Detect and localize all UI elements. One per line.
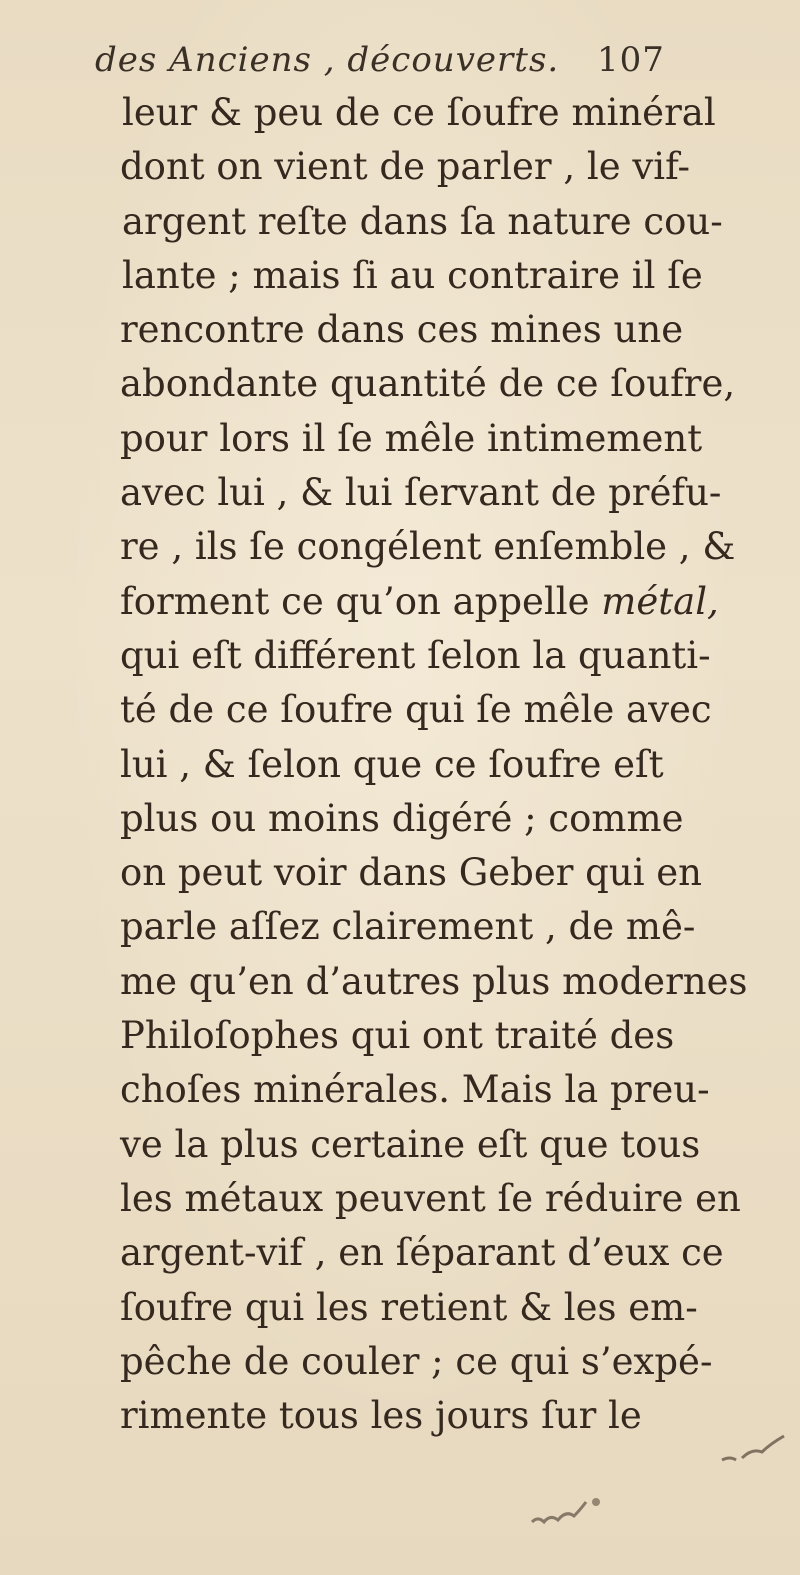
ink-smudge-mark (528, 1492, 608, 1532)
text-line: abondante quantité de ce ſoufre, (120, 362, 736, 406)
text-line: qui eſt différent ſelon la quanti- (120, 633, 711, 677)
italic-word: métal, (601, 579, 719, 623)
text-line: plus ou moins digéré ; comme (120, 796, 684, 840)
text-line: ve la plus certaine eſt que tous (120, 1122, 701, 1166)
text-line: forment ce qu’on appelle métal, (120, 579, 719, 623)
text-line: avec lui , & lui ſervant de préfu- (120, 471, 722, 515)
text-line: leur & peu de ce ſoufre minéral (122, 91, 716, 134)
text-line: choſes minérales. Mais la preu- (120, 1068, 710, 1112)
text-line: pour lors il ſe mêle intimement (120, 416, 703, 460)
text-line: rimente tous les jours ſur le (120, 1394, 642, 1438)
text-line: Philoſophes qui ont traité des (120, 1014, 675, 1058)
text-line: on peut voir dans Geber qui en (120, 851, 703, 895)
text-line: argent-vif , en ſéparant d’eux ce (120, 1231, 724, 1275)
text-line: me qu’en d’autres plus modernes (120, 959, 748, 1003)
page-number: 107 (597, 40, 665, 80)
body-text (0, 86, 800, 1443)
text-line: re , ils ſe congélent enſemble , & (120, 525, 736, 569)
text-line: ſoufre qui les retient & les em- (120, 1285, 698, 1329)
ink-smudge-mark (720, 1430, 790, 1470)
text-line: argent reſte dans ſa nature cou- (122, 199, 723, 243)
text-line: té de ce ſoufre qui ſe mêle avec (120, 688, 712, 732)
text-line: rencontre dans ces mines une (120, 308, 684, 352)
running-head-title: des Anciens , découverts. (95, 40, 560, 80)
text-line: les métaux peuvent ſe réduire en (120, 1176, 741, 1220)
text-line: lante ; mais ſi au contraire il ſe (122, 253, 703, 297)
text-line: lui , & ſelon que ce ſoufre eſt (120, 742, 664, 786)
running-head (95, 40, 715, 80)
text-line: dont on vient de parler , le vif- (120, 145, 690, 189)
text-line: parle aſſez clairement , de mê- (120, 905, 696, 949)
text-line: pêche de couler ; ce qui s’expé- (120, 1339, 713, 1383)
